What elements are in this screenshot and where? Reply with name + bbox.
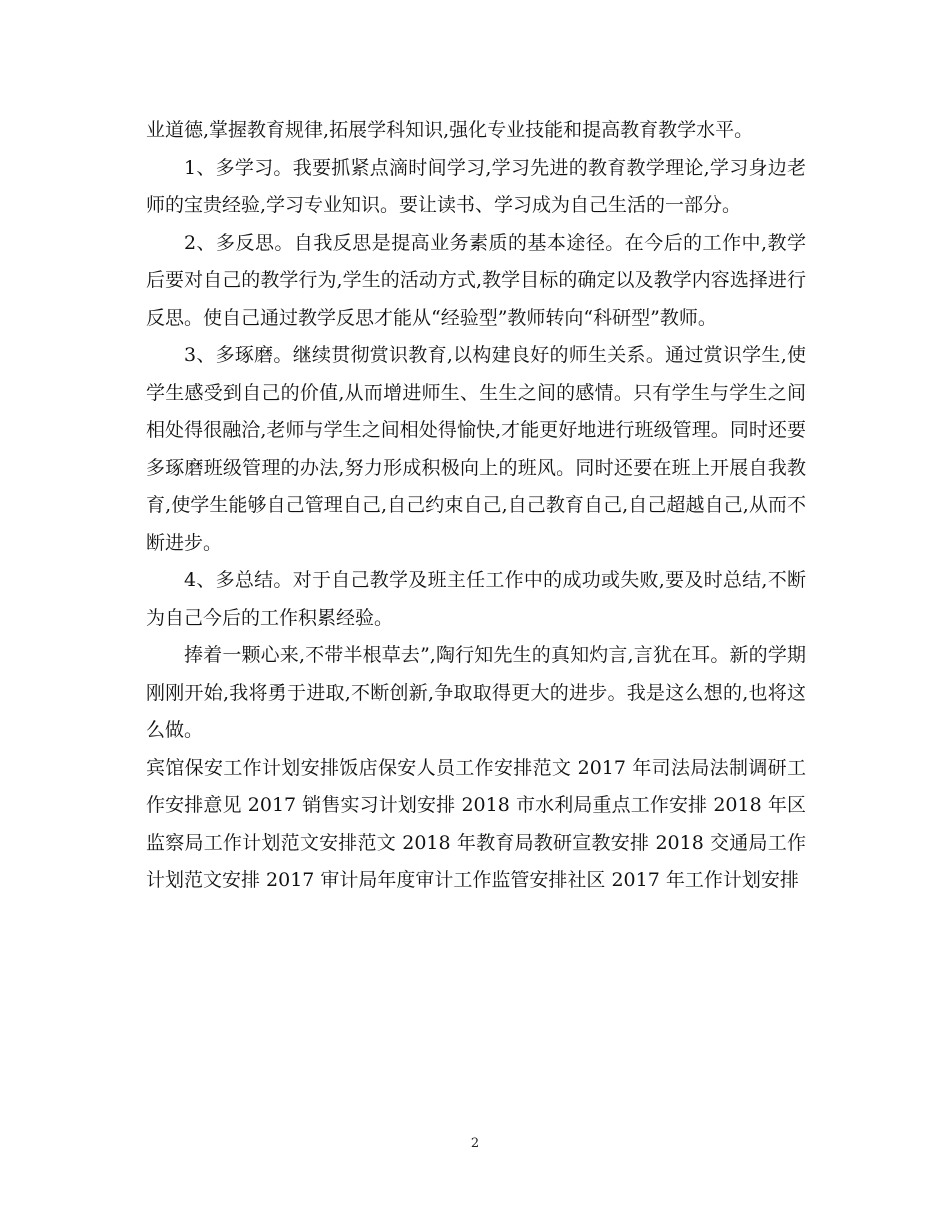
paragraph-summarize-more: 4、多总结。对于自己教学及班主任工作中的成功或失败,要及时总结,不断为自己今后的工作积累经验。 <box>146 569 806 629</box>
paragraph-conclusion: 捧着一颗心来,不带半根草去”,陶行知先生的真知灼言,言犹在耳。新的学期刚刚开始,我将勇于进取,不断创新,争取取得更大的进步。我是这么想的,也将这么做。 <box>146 644 806 741</box>
paragraph-ponder-more: 3、多琢磨。继续贯彻赏识教育,以构建良好的师生关系。通过赏识学生,使学生感受到自己的价值,从而增进师生、生生之间的感情。只有学生与学生之间相处得很融洽,老师与学生之间相处得愉快,才能更好地进行班级管理。同时还要多琢磨班级管理的办法,努力形成积极向上的班风。同时还要在班上开展自我教育,使学生能够自己管理自己,自己约束自己,自己教育自己,自己超越自己,从而不断进步。 <box>146 344 806 554</box>
paragraph-study-more: 1、多学习。我要抓紧点滴时间学习,学习先进的教育教学理论,学习身边老师的宝贵经验,学习专业知识。要让读书、学习成为自己生活的一部分。 <box>146 156 806 216</box>
paragraph-reflect-more: 2、多反思。自我反思是提高业务素质的基本途径。在今后的工作中,教学后要对自己的教学行为,学生的活动方式,教学目标的确定以及教学内容选择进行反思。使自己通过教学反思才能从“经验型”教师转向“科研型”教师。 <box>146 231 806 329</box>
page-number: 2 <box>470 1136 480 1151</box>
paragraph-continuation: 业道德,掌握教育规律,拓展学科知识,强化专业技能和提高教育教学水平。 <box>146 119 754 141</box>
document-body <box>146 112 806 900</box>
related-links-text: 宾馆保安工作计划安排饭店保安人员工作安排范文 2017 年司法局法制调研工作安排意见 2017 销售实习计划安排 2018 市水利局重点工作安排 2018 年区监察局工作计划范文安排范文 2018 年教育局教研宣教安排 2018 交通局工作计划范文安排 2017 审计局年度审计工作监管安排社区 2017 年工作计划安排 <box>146 756 806 891</box>
